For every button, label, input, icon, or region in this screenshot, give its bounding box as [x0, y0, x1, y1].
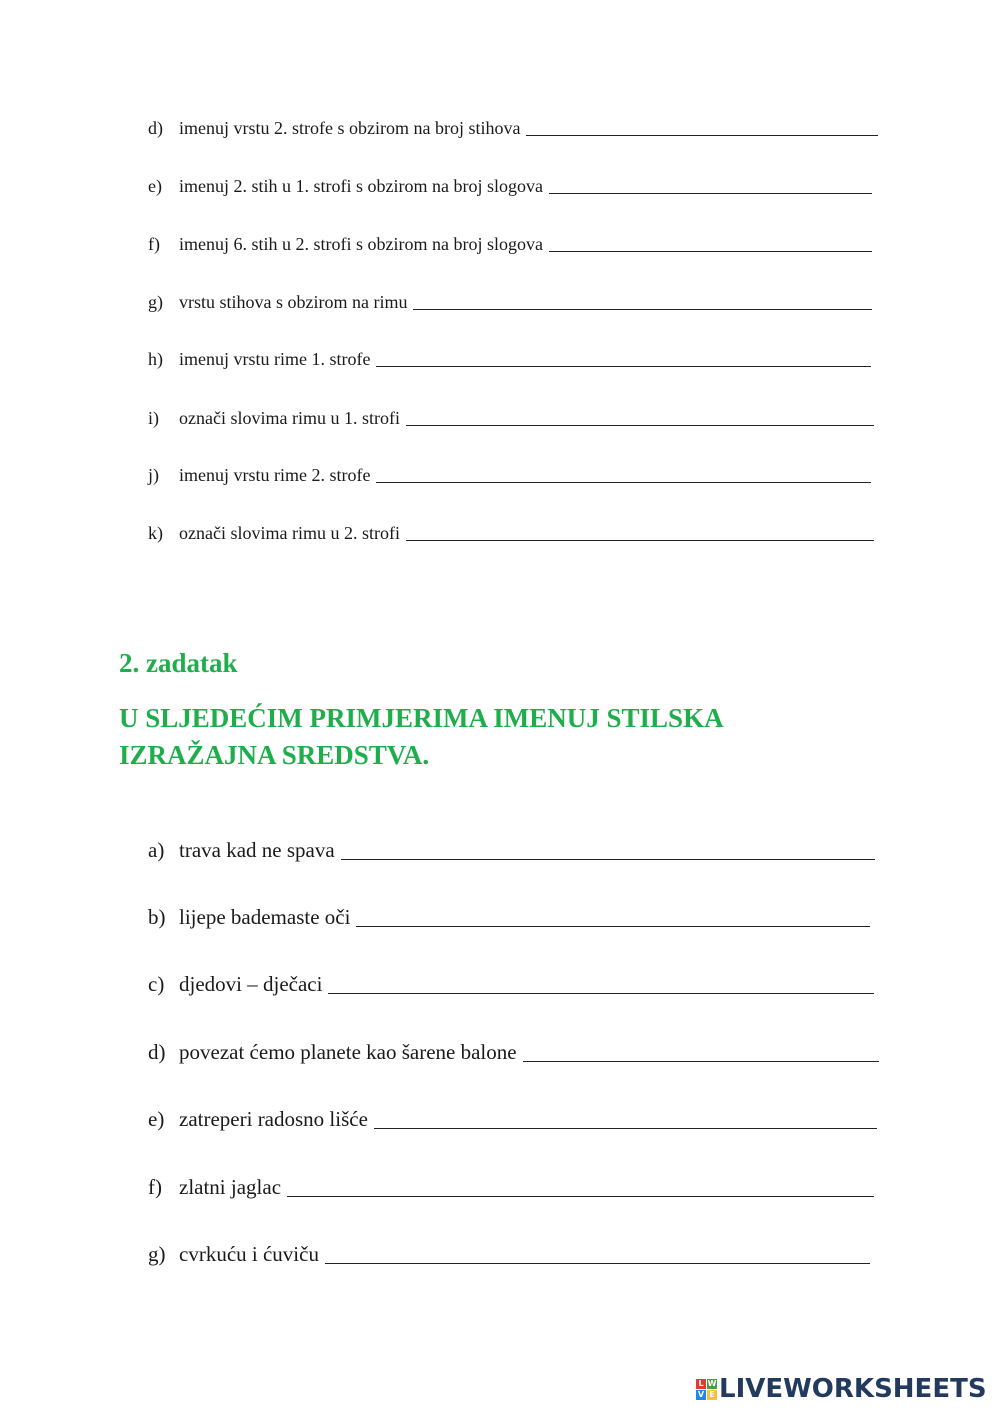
answer-blank[interactable]: [413, 309, 872, 310]
item-letter: k): [148, 523, 163, 543]
answer-blank[interactable]: [549, 193, 872, 194]
item-question: označi slovima rimu u 1. strofi: [179, 408, 400, 428]
item-question: lijepe bademaste oči: [179, 905, 351, 929]
task2-item-f: [148, 1175, 874, 1200]
answer-blank[interactable]: [376, 482, 871, 483]
item-question: imenuj vrstu rime 2. strofe: [179, 465, 371, 485]
item-letter: b): [148, 905, 166, 929]
answer-blank[interactable]: [523, 1061, 879, 1062]
item-letter: a): [148, 838, 165, 862]
answer-blank[interactable]: [328, 993, 874, 994]
item-question: zlatni jaglac: [179, 1175, 282, 1199]
task1-item-e: [148, 176, 872, 197]
item-letter: g): [148, 1242, 166, 1266]
task1-item-k: [148, 523, 874, 544]
item-letter: e): [148, 1107, 165, 1131]
answer-blank[interactable]: [374, 1128, 877, 1129]
item-letter: g): [148, 292, 163, 312]
answer-blank[interactable]: [341, 859, 875, 860]
answer-blank[interactable]: [549, 251, 872, 252]
logo-icon-cell: W: [707, 1378, 717, 1388]
item-question: označi slovima rimu u 2. strofi: [179, 523, 400, 543]
logo-icon-cell: L: [696, 1379, 706, 1389]
item-letter: i): [148, 408, 159, 428]
task1-item-h: [148, 349, 871, 370]
answer-blank[interactable]: [287, 1196, 874, 1197]
item-letter: e): [148, 176, 162, 196]
answer-blank[interactable]: [376, 366, 871, 367]
item-question: imenuj 6. stih u 2. strofi s obzirom na broj slogova: [179, 234, 543, 254]
item-question: imenuj vrstu 2. strofe s obzirom na broj stihova: [179, 118, 521, 138]
task2-item-d: [148, 1040, 879, 1065]
answer-blank[interactable]: [325, 1263, 870, 1264]
logo-icon-cell: E: [707, 1390, 717, 1400]
item-question: zatreperi radosno lišće: [179, 1107, 368, 1131]
item-letter: h): [148, 349, 163, 369]
task2-item-c: [148, 972, 874, 997]
task2-item-a: [148, 838, 875, 863]
logo-grid-icon: [696, 1379, 717, 1400]
item-question: povezat ćemo planete kao šarene balone: [179, 1040, 517, 1064]
answer-blank[interactable]: [406, 540, 874, 541]
answer-blank[interactable]: [356, 926, 870, 927]
item-question: imenuj 2. stih u 1. strofi s obzirom na broj slogova: [179, 176, 543, 196]
item-letter: f): [148, 1175, 162, 1199]
task2-title: 2. zadatak: [119, 648, 238, 678]
item-letter: j): [148, 465, 159, 485]
item-letter: f): [148, 234, 160, 254]
item-question: cvrkuću i ćuviču: [179, 1242, 319, 1266]
task1-item-d: [148, 118, 878, 139]
task2-item-e: [148, 1107, 877, 1132]
logo-text: LIVEWORKSHEETS: [719, 1374, 987, 1404]
item-question: imenuj vrstu rime 1. strofe: [179, 349, 371, 369]
item-question: vrstu stihova s obzirom na rimu: [179, 292, 408, 312]
liveworksheets-logo: [696, 1374, 987, 1404]
answer-blank[interactable]: [526, 135, 878, 136]
item-letter: d): [148, 118, 163, 138]
task1-item-g: [148, 292, 872, 313]
item-letter: d): [148, 1040, 166, 1064]
item-question: trava kad ne spava: [179, 838, 335, 862]
task2-item-g: [148, 1242, 870, 1267]
task1-item-j: [148, 465, 871, 486]
task1-item-f: [148, 234, 872, 255]
task2-item-b: [148, 905, 870, 930]
item-question: djedovi – dječaci: [179, 972, 323, 996]
item-letter: c): [148, 972, 165, 996]
task1-item-i: [148, 408, 874, 429]
logo-icon-cell: V: [697, 1389, 705, 1399]
answer-blank[interactable]: [406, 425, 874, 426]
task2-instruction: U SLJEDEĆIM PRIMJERIMA IMENUJ STILSKA IZRAŽAJNA SREDSTVA.: [119, 703, 723, 770]
